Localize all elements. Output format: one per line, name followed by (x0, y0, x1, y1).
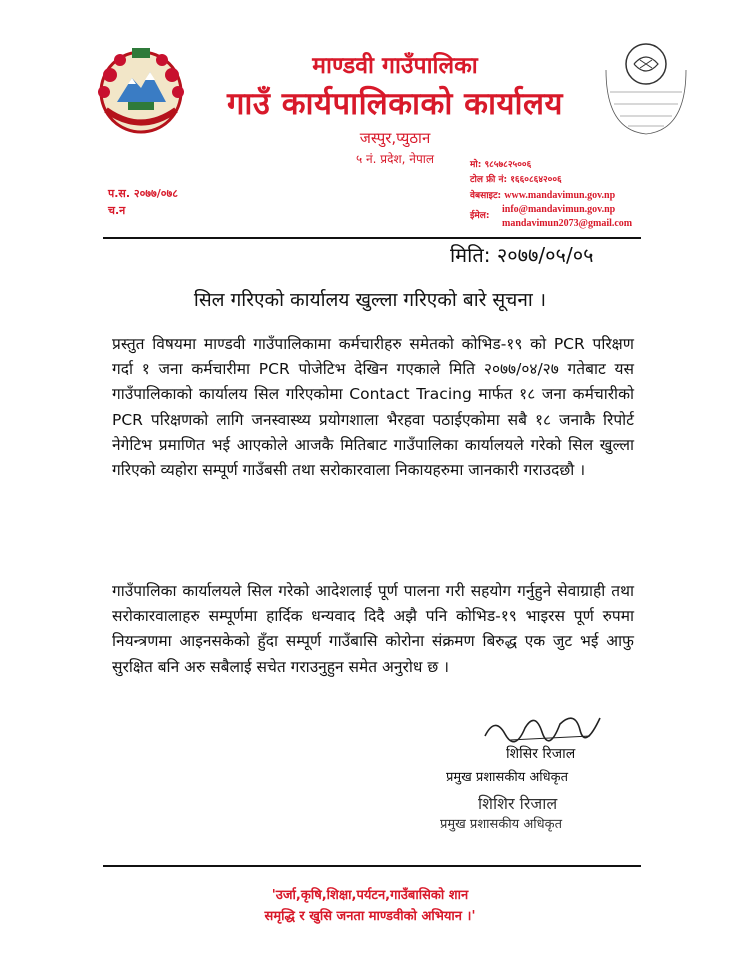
email-link-2[interactable]: mandavimun2073@gmail.com (502, 218, 633, 229)
reference-chn: च.न (108, 204, 126, 217)
contact-tollfree: टोल फ्री नं: १६६०८६४२००६ (470, 175, 562, 185)
municipality-name: माण्डवी गाउँपालिका (312, 53, 478, 79)
email-link-1[interactable]: info@mandavimun.gov.np (502, 204, 616, 215)
office-name: गाउँ कार्यपालिकाको कार्यालय (226, 86, 564, 122)
seal-title: प्रमुख प्रशासकीय अधिकृत (440, 817, 563, 832)
notice-title: सिल गरिएको कार्यालय खुल्ला गरिएको बारे सूचना । (193, 289, 547, 311)
body-paragraph-2: गाउँपालिका कार्यालयले सिल गरेको आदेशलाई पूर्ण पालना गरी सहयोग गर्नुहुने सेवाग्राही तथा सरोकारवालाहरु सम्पूर्णमा हार्दिक धन्यवाद दिदै अझै पनि कोभिड-१९ भाइरस पूर्ण रुपमा नियन्त्रणमा आइनसकेको हुँदा सम्पूर्ण गाउँबासि कोरोना संक्रमण बिरुद्ध एक जुट भई आफु सुरक्षित बनि अरु सबैलाई सचेत गराउनुहुन समेत अनुरोध छ । (112, 582, 634, 676)
seal-name: शिशिर रिजाल (478, 794, 558, 813)
website-link[interactable]: www.mandavimun.gov.np (504, 190, 616, 201)
signatory-title: प्रमुख प्रशासकीय अधिकृत (446, 770, 569, 785)
office-province: ५ नं. प्रदेश, नेपाल (355, 152, 435, 166)
letter-date: मिति: २०७७/०५/०५ (450, 243, 594, 267)
office-stamp (596, 30, 696, 140)
office-location: जस्पुर,प्युठान (359, 129, 431, 147)
nepal-emblem-icon (92, 40, 190, 138)
header-divider (103, 237, 641, 239)
reference-ps: प.स. २०७७/०७८ (108, 187, 178, 200)
signature-scribble (480, 706, 610, 746)
footer-motto-line-2: समृद्धि र खुसि जनता माण्डवीको अभियान ।' (264, 909, 476, 924)
signatory-name: शिसिर रिजाल (506, 746, 576, 762)
contact-website (470, 188, 615, 201)
footer-divider (103, 865, 641, 867)
website-label: वेबसाइट: (470, 191, 502, 201)
email-label: ईमेल: (470, 211, 490, 221)
body-paragraph-1: प्रस्तुत विषयमा माण्डवी गाउँपालिकामा कर्मचारीहरु समेतको कोभिड-१९ को PCR परिक्षण गर्दा १ जना कर्मचारीमा PCR पोजेटिभ देखिन गएकाले मिति २०७७/०४/२७ गतेबाट यस गाउँपालिकाको कार्यालय सिल गरिएकोमा Contact Tracing मार्फत १८ जना कर्मचारीको PCR परिक्षणको लागि जनस्वास्थ्य प्रयोगशाला भैरहवा पठाईएकोमा सबै १८ जनाकै रिपोर्ट नेगेटिभ प्रमाणित भई आएकोले आजकै मितिबाट गाउँपालिका कार्यालयले गरेको सिल खुल्ला गरिएको व्यहोरा सम्पूर्ण गाउँबसी तथा सरोकारवाला निकायहरुमा जानकारी गराउदछौ । (112, 335, 634, 480)
contact-mobile: मो: ९८५७८२५००६ (470, 160, 532, 170)
footer-motto-line-1: 'उर्जा,कृषि,शिक्षा,पर्यटन,गाउँबासिको शान (271, 888, 469, 903)
